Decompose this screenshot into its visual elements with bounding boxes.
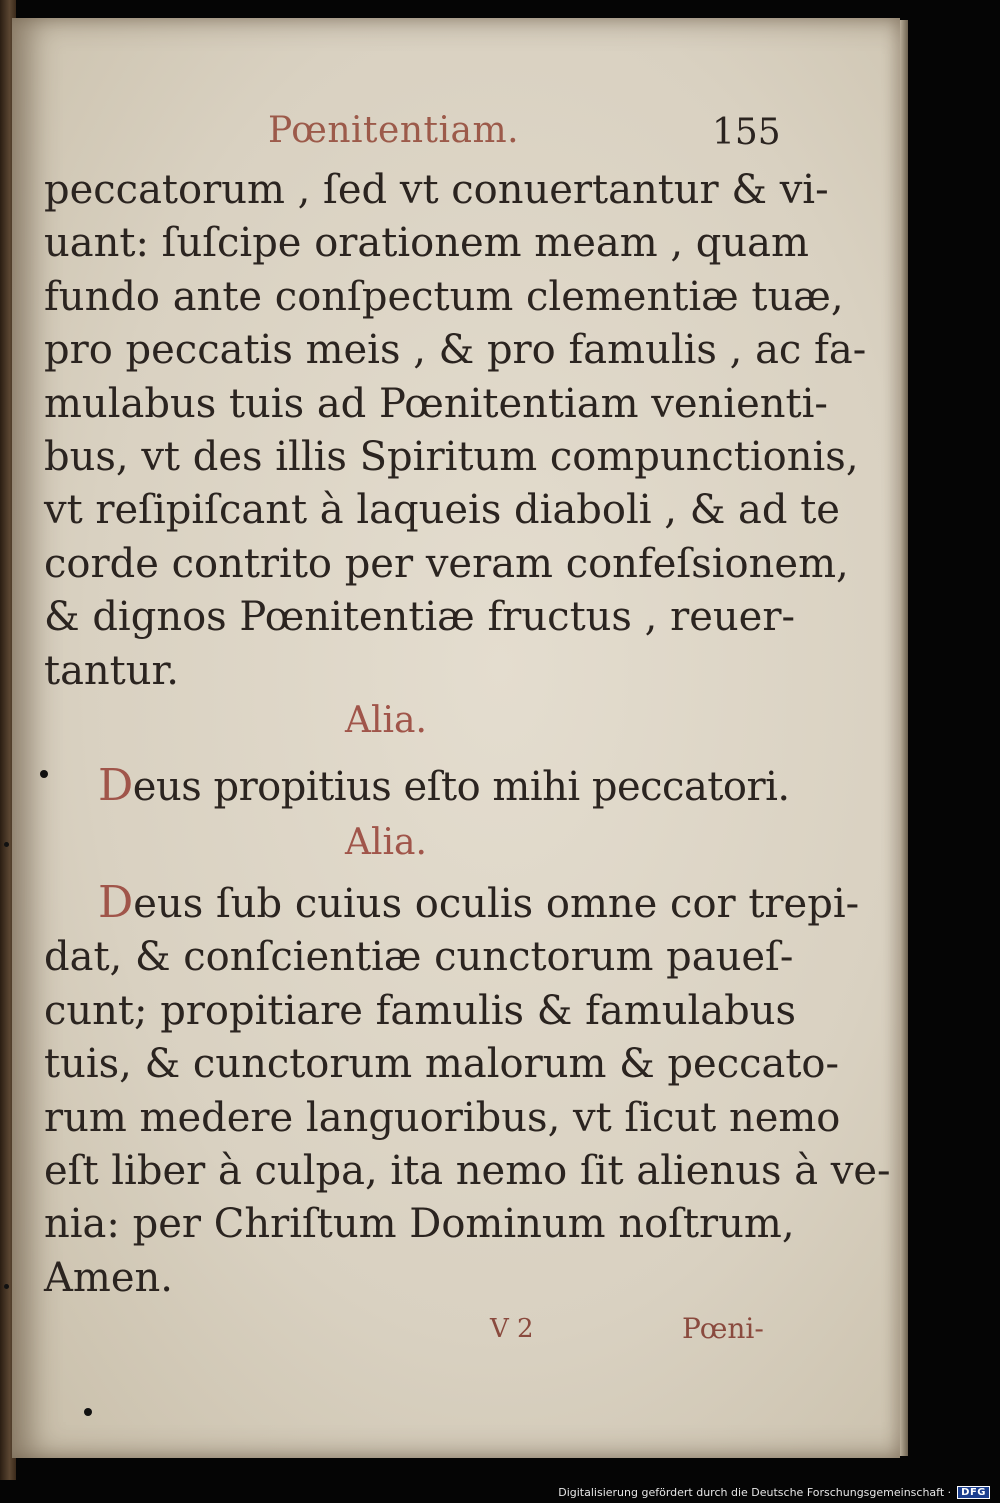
text-line: pro peccatis meis , & pro famulis , ac fa-: [44, 327, 867, 374]
dfg-logo: DFG: [957, 1486, 990, 1499]
catchword: Pœni-: [682, 1312, 764, 1345]
text-line: corde contrito per veram confeſsionem,: [44, 540, 849, 587]
text-line: tuis, & cunctorum malorum & peccato-: [44, 1041, 840, 1088]
ink-speck: [40, 770, 48, 778]
text-line: uant: ſuſcipe orationem meam , quam: [44, 220, 809, 267]
red-initial: D: [98, 760, 133, 811]
running-head: Pœnitentiam.: [268, 110, 520, 151]
text-line: Amen.: [44, 1254, 173, 1301]
text-line: cunt; propitiare famulis & famulabus: [44, 987, 796, 1034]
red-initial: D: [98, 877, 134, 928]
section-heading: Alia.: [345, 822, 427, 863]
text-line-rest: eus ſub cuius oculis omne cor trepi-: [133, 881, 860, 927]
text-line: peccatorum , ſed vt conuertantur & vi-: [44, 167, 829, 213]
text-line: vt reſipiſcant à laqueis diaboli , & ad te: [44, 487, 840, 534]
text-line: [44, 876, 860, 931]
text-line: bus, vt des illis Spiritum compunctionis,: [44, 434, 859, 481]
page-right-edge: [900, 20, 908, 1456]
text-line: rum medere languoribus, vt ſicut nemo: [44, 1094, 841, 1141]
text-line: eſt liber à culpa, ita nemo ſit alienus à ve-: [44, 1148, 891, 1195]
signature-mark: V 2: [490, 1314, 534, 1344]
page-header: [12, 110, 900, 170]
text-line: & dignos Pœnitentiæ fructus , reuer-: [44, 594, 795, 641]
text-line: mulabus tuis ad Pœnitentiam venienti-: [44, 380, 828, 427]
text-line: dat, & conſcientiæ cunctorum paueſ-: [44, 934, 794, 981]
section-heading: Alia.: [345, 700, 427, 741]
credit-text: Digitalisierung gefördert durch die Deutsche Forschungsgemeinschaft ·: [558, 1486, 952, 1499]
text-line: fundo ante conſpectum clementiæ tuæ,: [44, 273, 844, 320]
ink-speck: [4, 842, 9, 847]
ink-speck: [84, 1408, 92, 1416]
paragraph-3: [44, 876, 891, 1305]
page-number: 155: [712, 112, 781, 153]
text-line: tantur.: [44, 647, 179, 694]
digitization-credit: [558, 1486, 990, 1499]
prayer-line: [98, 760, 790, 811]
paragraph-1: [44, 164, 867, 698]
prayer-text: eus propitius eſto mihi peccatori.: [132, 764, 790, 810]
book-page: [12, 18, 900, 1458]
text-line: nia: per Chriſtum Dominum noſtrum,: [44, 1201, 795, 1248]
ink-speck: [4, 1284, 9, 1289]
